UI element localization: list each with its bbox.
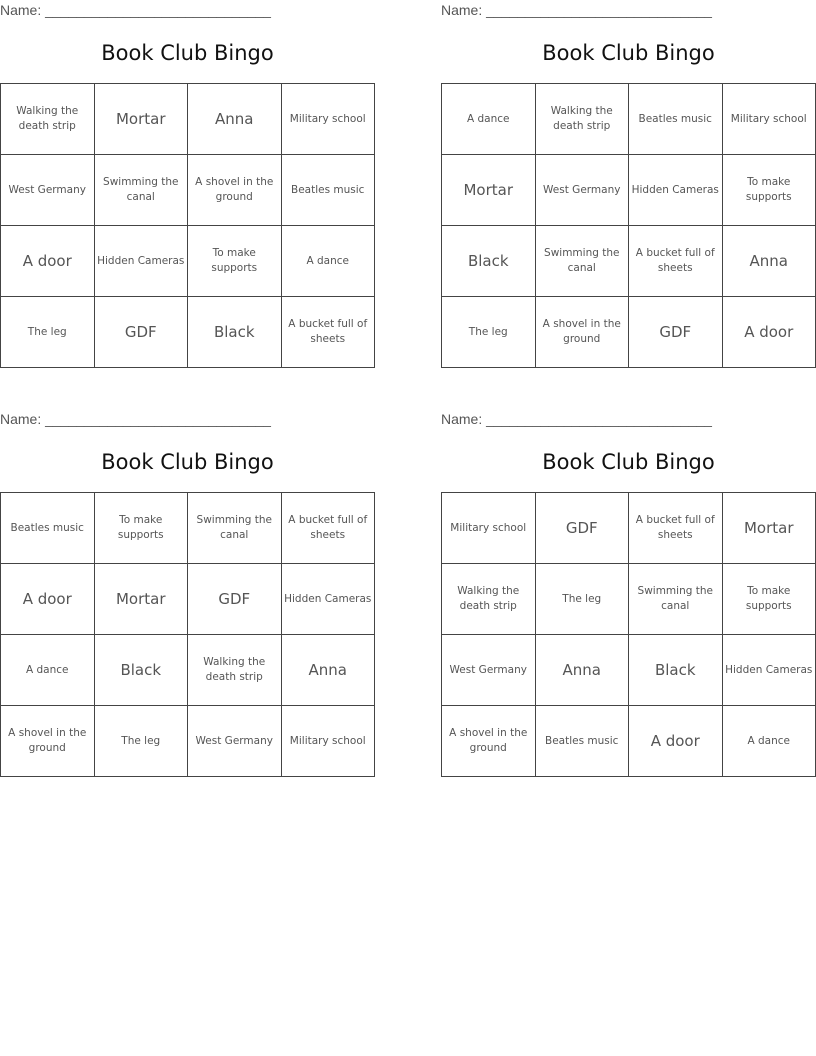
card-title: Book Club Bingo — [542, 41, 715, 65]
bingo-cell: GDF — [629, 297, 723, 368]
card-title: Book Club Bingo — [542, 450, 715, 474]
bingo-card-4 — [441, 409, 816, 774]
bingo-cell: Beatles music — [281, 155, 375, 226]
bingo-cell: West Germany — [442, 635, 536, 706]
bingo-cell: Beatles music — [535, 706, 629, 777]
bingo-cell: Military school — [281, 706, 375, 777]
bingo-cell: Anna — [722, 226, 816, 297]
bingo-cell: Swimming the canal — [94, 155, 188, 226]
bingo-cell: The leg — [535, 564, 629, 635]
grid-row — [442, 226, 816, 297]
bingo-cell: A dance — [442, 84, 536, 155]
card-title: Book Club Bingo — [101, 41, 274, 65]
bingo-cell: The leg — [442, 297, 536, 368]
bingo-cell: The leg — [94, 706, 188, 777]
bingo-cell: West Germany — [188, 706, 282, 777]
bingo-cell: Hidden Cameras — [94, 226, 188, 297]
bingo-cell: A dance — [722, 706, 816, 777]
bingo-cell: Hidden Cameras — [281, 564, 375, 635]
grid-row — [1, 564, 375, 635]
bingo-cell: Swimming the canal — [535, 226, 629, 297]
bingo-cell: Beatles music — [629, 84, 723, 155]
bingo-grid — [441, 492, 816, 777]
bingo-cell: A bucket full of sheets — [629, 493, 723, 564]
bingo-cell: West Germany — [535, 155, 629, 226]
grid-row — [1, 706, 375, 777]
bingo-cell: Swimming the canal — [629, 564, 723, 635]
bingo-cell: To make supports — [722, 564, 816, 635]
bingo-grid — [0, 83, 375, 368]
name-field: Name: _____________________________ — [0, 2, 271, 18]
bingo-cell: Anna — [188, 84, 282, 155]
bingo-card-3 — [0, 409, 375, 774]
bingo-cell: Beatles music — [1, 493, 95, 564]
bingo-cell: A door — [629, 706, 723, 777]
bingo-cell: Black — [188, 297, 282, 368]
grid-row — [442, 564, 816, 635]
bingo-cell: A bucket full of sheets — [281, 297, 375, 368]
bingo-cell: To make supports — [722, 155, 816, 226]
bingo-card-1 — [0, 0, 375, 365]
grid-row — [442, 635, 816, 706]
bingo-cell: Mortar — [94, 84, 188, 155]
bingo-cell: A door — [1, 226, 95, 297]
bingo-cell: Black — [94, 635, 188, 706]
bingo-cell: A bucket full of sheets — [281, 493, 375, 564]
grid-row — [442, 84, 816, 155]
bingo-cell: Walking the death strip — [442, 564, 536, 635]
bingo-grid — [441, 83, 816, 368]
grid-row — [442, 493, 816, 564]
name-field: Name: _____________________________ — [441, 2, 712, 18]
bingo-cell: Anna — [535, 635, 629, 706]
bingo-cell: Military school — [722, 84, 816, 155]
grid-row — [1, 226, 375, 297]
bingo-cell: GDF — [94, 297, 188, 368]
bingo-cell: Swimming the canal — [188, 493, 282, 564]
bingo-cell: A door — [1, 564, 95, 635]
grid-row — [1, 84, 375, 155]
grid-row — [1, 155, 375, 226]
bingo-cell: To make supports — [94, 493, 188, 564]
bingo-cell: Mortar — [94, 564, 188, 635]
bingo-cell: Anna — [281, 635, 375, 706]
bingo-cell: The leg — [1, 297, 95, 368]
grid-row — [442, 706, 816, 777]
grid-row — [1, 635, 375, 706]
grid-row — [1, 493, 375, 564]
name-field: Name: _____________________________ — [0, 411, 271, 427]
bingo-cell: A shovel in the ground — [188, 155, 282, 226]
bingo-cell: Walking the death strip — [188, 635, 282, 706]
bingo-cell: A shovel in the ground — [442, 706, 536, 777]
bingo-cell: GDF — [188, 564, 282, 635]
bingo-grid — [0, 492, 375, 777]
bingo-cell: Walking the death strip — [535, 84, 629, 155]
bingo-cell: GDF — [535, 493, 629, 564]
bingo-cell: A bucket full of sheets — [629, 226, 723, 297]
bingo-cell: A shovel in the ground — [535, 297, 629, 368]
bingo-cell: A shovel in the ground — [1, 706, 95, 777]
bingo-cell: Military school — [442, 493, 536, 564]
bingo-cell: To make supports — [188, 226, 282, 297]
bingo-cell: West Germany — [1, 155, 95, 226]
bingo-cell: Military school — [281, 84, 375, 155]
grid-row — [1, 297, 375, 368]
bingo-cell: Hidden Cameras — [722, 635, 816, 706]
bingo-cell: Walking the death strip — [1, 84, 95, 155]
bingo-cell: Black — [442, 226, 536, 297]
bingo-cell: Mortar — [442, 155, 536, 226]
bingo-cell: Hidden Cameras — [629, 155, 723, 226]
name-field: Name: _____________________________ — [441, 411, 712, 427]
bingo-card-2 — [441, 0, 816, 365]
bingo-cell: Mortar — [722, 493, 816, 564]
bingo-cell: A dance — [1, 635, 95, 706]
bingo-cell: Black — [629, 635, 723, 706]
grid-row — [442, 297, 816, 368]
grid-row — [442, 155, 816, 226]
bingo-cell: A door — [722, 297, 816, 368]
bingo-cell: A dance — [281, 226, 375, 297]
card-title: Book Club Bingo — [101, 450, 274, 474]
